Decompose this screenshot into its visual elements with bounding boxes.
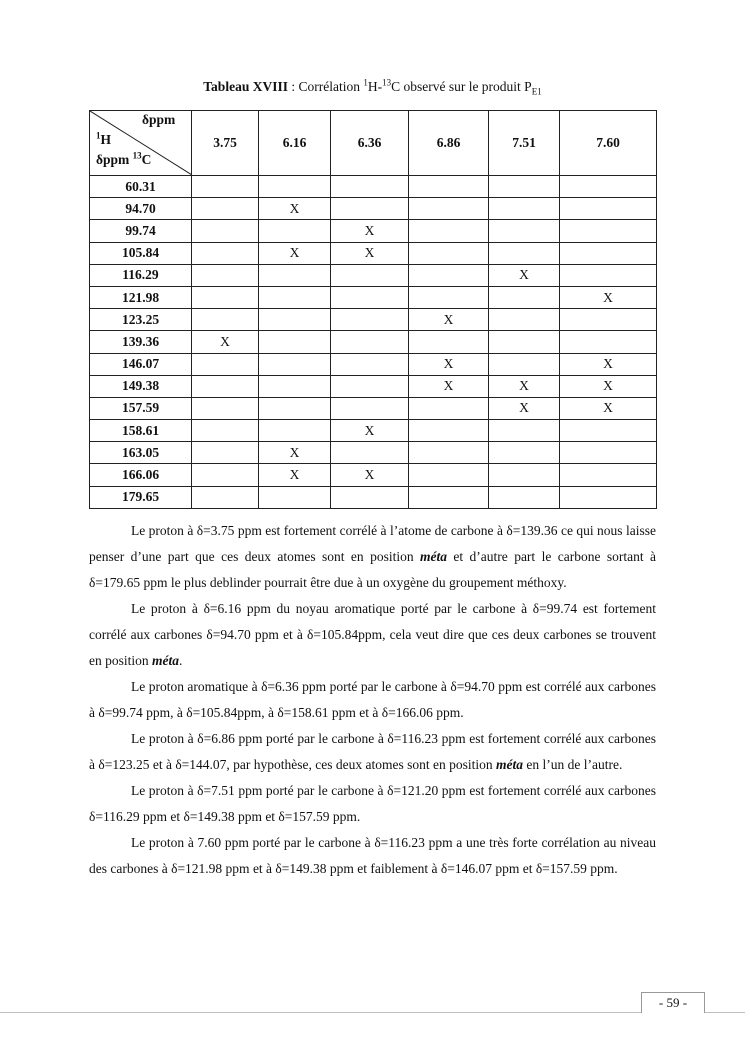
row-label: 149.38 bbox=[90, 375, 192, 397]
table-cell bbox=[192, 486, 259, 508]
row-label: 166.06 bbox=[90, 464, 192, 486]
column-header: 6.16 bbox=[259, 111, 331, 176]
table-cell bbox=[259, 220, 331, 242]
table-cell bbox=[409, 420, 489, 442]
table-cell bbox=[560, 176, 657, 198]
row-label: 99.74 bbox=[90, 220, 192, 242]
table-cell: X bbox=[331, 420, 409, 442]
table-cell: X bbox=[331, 464, 409, 486]
table-cell bbox=[192, 242, 259, 264]
corner-bot-sup: 13 bbox=[132, 150, 142, 161]
body-text bbox=[89, 518, 656, 882]
footer-rule bbox=[0, 1012, 745, 1013]
table-cell bbox=[409, 442, 489, 464]
paragraph-text: Le proton à δ=6.16 ppm du noyau aromatique porté par le carbone à δ=99.74 est fortement corrélé aux carbones δ=94.70 ppm et à δ=105.84ppm, cela veut dire que ces deux carbones se trouvent en position bbox=[89, 601, 656, 668]
table-cell bbox=[331, 176, 409, 198]
column-header: 3.75 bbox=[192, 111, 259, 176]
table-cell bbox=[192, 220, 259, 242]
column-header: 6.86 bbox=[409, 111, 489, 176]
table-row bbox=[90, 486, 657, 508]
table-cell bbox=[259, 420, 331, 442]
table-cell bbox=[560, 442, 657, 464]
table-cell bbox=[331, 375, 409, 397]
table-cell bbox=[489, 353, 560, 375]
table-cell bbox=[409, 286, 489, 308]
caption-sup-13: 13 bbox=[382, 77, 392, 88]
table-cell: X bbox=[331, 242, 409, 264]
table-cell bbox=[560, 242, 657, 264]
table-row bbox=[90, 375, 657, 397]
table-cell bbox=[192, 420, 259, 442]
table-row bbox=[90, 242, 657, 264]
table-cell bbox=[192, 397, 259, 419]
table-cell: X bbox=[259, 442, 331, 464]
paragraph-text: Le proton à δ=3.75 ppm est fortement corrélé à l’atome de carbone à δ=139.36 ce qui nous laisse penser d’une part que ces deux atomes sont en position bbox=[89, 523, 656, 564]
table-cell: X bbox=[409, 353, 489, 375]
table-cell bbox=[560, 420, 657, 442]
table-cell bbox=[489, 220, 560, 242]
table-row bbox=[90, 331, 657, 353]
table-cell bbox=[331, 486, 409, 508]
table-cell bbox=[409, 464, 489, 486]
table-cell bbox=[489, 198, 560, 220]
column-header: 6.36 bbox=[331, 111, 409, 176]
table-cell bbox=[259, 264, 331, 286]
table-cell: X bbox=[560, 286, 657, 308]
table-cell: X bbox=[560, 375, 657, 397]
table-cell bbox=[259, 309, 331, 331]
paragraph-text: Le proton à δ=6.86 ppm porté par le carbone à δ=116.23 ppm est fortement corrélé aux carbones à δ=123.25 et à δ=144.07, par hypothèse, ces deux atomes sont en position bbox=[89, 731, 656, 772]
caption-h: H- bbox=[367, 79, 383, 94]
table-cell bbox=[409, 331, 489, 353]
table-cell bbox=[560, 464, 657, 486]
table-cell bbox=[192, 464, 259, 486]
table-row bbox=[90, 198, 657, 220]
column-header: 7.60 bbox=[560, 111, 657, 176]
row-label: 179.65 bbox=[90, 486, 192, 508]
table-cell bbox=[331, 286, 409, 308]
table-row bbox=[90, 442, 657, 464]
table-cell bbox=[409, 264, 489, 286]
caption-sup-1: 1 bbox=[363, 77, 368, 88]
table-cell bbox=[331, 442, 409, 464]
paragraph-3: Le proton aromatique à δ=6.36 ppm porté par le carbone à δ=94.70 ppm est corrélé aux carbones à δ=99.74 ppm, à δ=105.84ppm, à δ=158.61 ppm et à δ=166.06 ppm. bbox=[89, 679, 656, 720]
table-cell bbox=[331, 309, 409, 331]
table-cell bbox=[489, 442, 560, 464]
table-cell bbox=[489, 420, 560, 442]
table-row bbox=[90, 397, 657, 419]
page-number: - 59 - bbox=[641, 992, 705, 1013]
table-cell bbox=[489, 464, 560, 486]
paragraph-text: en l’un de l’autre. bbox=[523, 757, 623, 772]
table-cell: X bbox=[331, 220, 409, 242]
table-cell: X bbox=[489, 397, 560, 419]
correlation-table bbox=[89, 110, 657, 509]
table-caption bbox=[0, 79, 745, 95]
table-cell bbox=[259, 353, 331, 375]
caption-sep: : Corrélation bbox=[287, 79, 364, 94]
corner-top-label: δppm bbox=[142, 112, 176, 127]
table-cell bbox=[192, 198, 259, 220]
table-row bbox=[90, 264, 657, 286]
table-cell bbox=[489, 176, 560, 198]
column-header: 7.51 bbox=[489, 111, 560, 176]
row-label: 157.59 bbox=[90, 397, 192, 419]
table-cell: X bbox=[489, 264, 560, 286]
table-cell bbox=[489, 309, 560, 331]
row-label: 121.98 bbox=[90, 286, 192, 308]
table-cell bbox=[192, 309, 259, 331]
row-label: 139.36 bbox=[90, 331, 192, 353]
table-cell bbox=[331, 397, 409, 419]
table-cell bbox=[560, 198, 657, 220]
corner-mid-sup: 1 bbox=[96, 130, 101, 141]
table-cell bbox=[192, 286, 259, 308]
corner-bot-text: δppm bbox=[96, 152, 133, 167]
table-cell bbox=[560, 309, 657, 331]
caption-text: C observé sur le produit P bbox=[391, 79, 532, 94]
paragraph-1 bbox=[89, 518, 656, 596]
row-label: 158.61 bbox=[90, 420, 192, 442]
paragraph-6: Le proton à 7.60 ppm porté par le carbone à δ=116.23 ppm a une très forte corrélation au niveau des carbones à δ=121.98 ppm et à δ=149.38 ppm et faiblement à δ=146.07 ppm et δ=157.59 ppm. bbox=[89, 835, 656, 876]
table-cell bbox=[409, 198, 489, 220]
table-cell bbox=[259, 397, 331, 419]
table-cell: X bbox=[259, 464, 331, 486]
table-cell bbox=[409, 242, 489, 264]
paragraph-5: Le proton à δ=7.51 ppm porté par le carbone à δ=121.20 ppm est fortement corrélé aux carbones δ=116.29 ppm et δ=149.38 ppm et δ=157.59 ppm. bbox=[89, 783, 656, 824]
caption-label: Tableau XVIII bbox=[203, 79, 288, 94]
table-cell: X bbox=[560, 397, 657, 419]
paragraph-4 bbox=[89, 726, 656, 778]
table-cell bbox=[331, 198, 409, 220]
table-header-row bbox=[90, 111, 657, 176]
table-cell bbox=[259, 486, 331, 508]
table-cell bbox=[409, 220, 489, 242]
emphasis-meta: méta bbox=[496, 757, 523, 772]
row-label: 163.05 bbox=[90, 442, 192, 464]
table-cell bbox=[560, 331, 657, 353]
table-row bbox=[90, 464, 657, 486]
table-cell bbox=[489, 486, 560, 508]
paragraph-text: et d’autre part le carbone sortant à δ=179.65 ppm le plus deblinder pourrait être due à un oxygène du groupement méthoxy. bbox=[89, 549, 657, 590]
table-cell bbox=[409, 176, 489, 198]
table-cell bbox=[192, 375, 259, 397]
table-cell bbox=[192, 176, 259, 198]
table-cell: X bbox=[409, 309, 489, 331]
row-label: 116.29 bbox=[90, 264, 192, 286]
table-body bbox=[90, 176, 657, 509]
corner-mid-label bbox=[96, 132, 111, 148]
table-cell bbox=[489, 242, 560, 264]
table-cell bbox=[259, 176, 331, 198]
table-cell: X bbox=[259, 198, 331, 220]
table-row bbox=[90, 309, 657, 331]
table-row bbox=[90, 353, 657, 375]
table-cell bbox=[409, 397, 489, 419]
table-cell bbox=[560, 220, 657, 242]
table-cell bbox=[259, 375, 331, 397]
table-cell bbox=[259, 286, 331, 308]
table-cell bbox=[331, 331, 409, 353]
row-label: 60.31 bbox=[90, 176, 192, 198]
table-row bbox=[90, 220, 657, 242]
table-cell bbox=[560, 486, 657, 508]
table-cell: X bbox=[192, 331, 259, 353]
table-cell bbox=[489, 331, 560, 353]
table-cell bbox=[192, 353, 259, 375]
table-cell bbox=[489, 286, 560, 308]
paragraph-2 bbox=[89, 596, 656, 674]
row-label: 94.70 bbox=[90, 198, 192, 220]
table-cell bbox=[192, 442, 259, 464]
table-cell bbox=[560, 264, 657, 286]
row-label: 105.84 bbox=[90, 242, 192, 264]
table-cell: X bbox=[259, 242, 331, 264]
emphasis-meta: méta bbox=[152, 653, 179, 668]
row-label: 123.25 bbox=[90, 309, 192, 331]
table-cell bbox=[331, 264, 409, 286]
table-cell: X bbox=[409, 375, 489, 397]
emphasis-meta: méta bbox=[420, 549, 447, 564]
table-row bbox=[90, 420, 657, 442]
table-cell: X bbox=[489, 375, 560, 397]
table-row bbox=[90, 176, 657, 198]
table-row bbox=[90, 286, 657, 308]
paragraph-text: . bbox=[179, 653, 183, 668]
table-corner-cell bbox=[90, 111, 192, 176]
corner-mid-text: H bbox=[100, 132, 112, 147]
table-cell bbox=[331, 353, 409, 375]
caption-sub: E1 bbox=[531, 86, 542, 97]
table-cell bbox=[192, 264, 259, 286]
corner-bot-c: C bbox=[141, 152, 152, 167]
table-cell bbox=[409, 486, 489, 508]
table-cell bbox=[259, 331, 331, 353]
table-cell: X bbox=[560, 353, 657, 375]
corner-bottom-label bbox=[96, 152, 151, 168]
row-label: 146.07 bbox=[90, 353, 192, 375]
